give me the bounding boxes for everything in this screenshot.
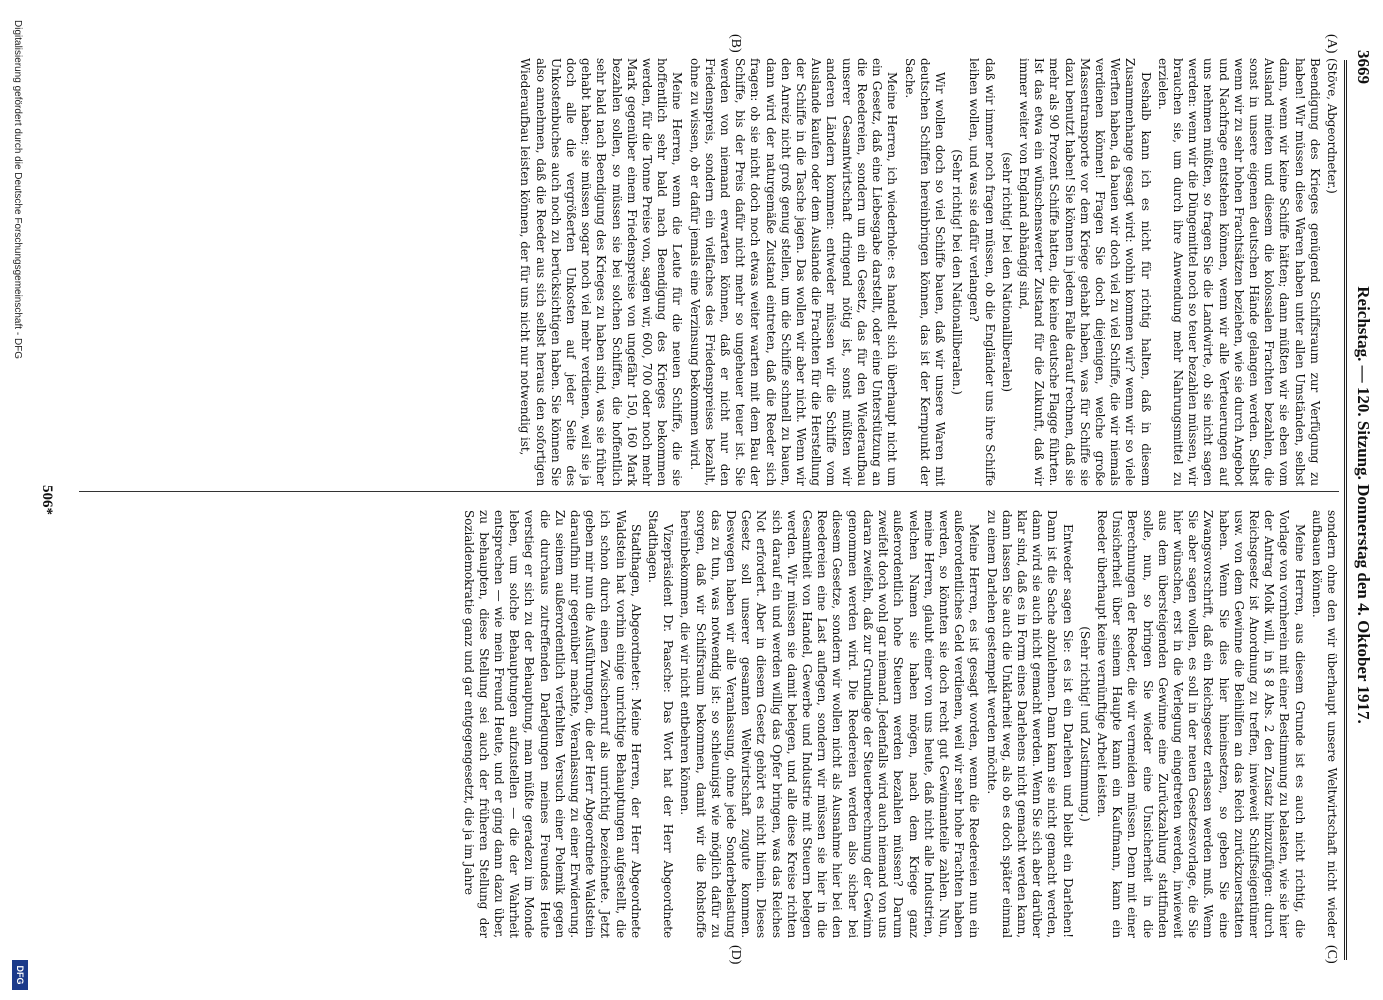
paragraph: (Sehr richtig! bei den Nationalliberalen.) — [950, 149, 965, 395]
paragraph: Meine Herren, ich wiederhole: es handelt sich überhaupt nicht um ein Gesetz, daß eine Liebesgabe darstellt, oder eine Unterstützung an die Reedereien, sondern um ein Gesetz, das für den Wiederaufbau unserer Gesamtwirtschaft dringend nötig ist, sonst müßten wir anderen Ländern kommen: entweder müssen wir die Schiffe vom Auslande kaufen oder dem Auslande die Frachten für die Herstellung der Schiffe in die Tasche jagen. Das wollen wir aber nicht. Wenn wir den Anreiz nicht groß genug stellen, um die Schiffe schnell zu bauen, dann wird der naturgemäße Zustand eintreten, daß die Reeder sich fragen: ob sie nicht doch noch etwas weiter warten mit dem Bau der Schiffe, bis der Preis dafür nicht mehr so ungeheuer teuer ist. Sie werden von niemand erwarten können, daß er nicht nur den Friedenspreis, sondern ein vielfaches des Friedenspreises bezahlt, ohne zu wissen, ob er dafür jemals eine Verzinsung bekommen wird. — [687, 58, 900, 486]
paragraph: Vizepräsident Dr. Paasche: Das Wort hat der Herr Abgeordnete Stadthagen. — [646, 510, 676, 938]
paragraph: sondern ohne den wir überhaupt unsere Weltwirtschaft nicht wieder aufbauen können. — [1309, 510, 1339, 938]
column-divider — [79, 491, 1339, 492]
header-rule — [1344, 60, 1347, 960]
paragraph: (Stöve, Abgeordneter.) — [1325, 58, 1339, 194]
margin-marker-d: (D) — [728, 945, 743, 965]
right-column — [79, 510, 1339, 938]
paragraph: Meine Herren, es ist gesagt worden, wenn die Reedereien nun ein außerordentliches Geld verdienen, weil wir sehr hohe Frachten haben werden, so könnten sie doch recht gut Gewinnanteile zahlen. Nun, meine Herren, glaubt einer von uns heute, daß nicht alle Industrien, welchen Namen sie haben mögen, nach dem Kriege ganz außerordentlich hohe Steuern werden bezahlen müssen? Darum zweifelt doch wohl gar niemand. Jedenfalls wird auch niemand von uns daran zweifeln, daß zur Grundlage der Steuerberechnung der Gewinn genommen werden wird. Die Reedereien werden also sicher bei diesem Gesetze, sondern wir wollen nicht als Ausnahme hier bei den Reedereien eine Last auflegen, sondern wir müssen sie hier in die Gesamtheit von Handel, Gewerbe und Industrie mit Steuern belegen werden. Wir müssen sie damit belegen, und alle diese Kreise richten sich darauf ein und werden willig das Opfer bringen, was das Reiches Not erfordert. Aber in diesem Gesetz gehört es nicht hinein. Dieses Gesetz soll unserer gesamten Weltwirtschaft zugute kommen. Deswegen haben wir alle Veranlassung, ohne jede Sonderbelastung das zu tun, was notwendig ist: so schleunigst wie möglich dafür zu sorgen, daß wir Schiffsraum bekommen, damit wir die Rohstoffe hereinbekommen, die wir nicht entbehren können. — [678, 510, 982, 938]
page-signature: 506* — [39, 485, 55, 515]
paragraph: daß wir immer noch fragen müssen, ob die Engländer uns ihre Schiffe leihen wollen, und was sie dafür verlangen? — [967, 58, 997, 486]
paragraph: Deshalb kann ich es nicht für richtig halten, daß in diesem Zusammenhange gesagt wird: wohin kommen wir? wenn wir so viele Werften haben, da bauen wir doch viel zu viel Schiffe, die wir niemals verdienen können! Fragen Sie doch diejenigen, welche große Massentransporte vor dem Kriege gehabt haben, was für Schiffe sie dazu benutzt haben! Sie können in jedem Falle darauf rechnen, daß sie mehr als 90 Prozent Schiffe hatten, die keine deutsche Flagge führten. Ist das etwa ein wünschenswerter Zustand für die Zukunft, daß wir immer weiter von England abhängig sind, — [1016, 58, 1153, 486]
page-number: 3669 — [1354, 50, 1373, 84]
digitization-note: Digitalisierung gefördert durch die Deutsche Forschungsgemeinschaft - DFG — [12, 20, 23, 360]
paragraph: Entweder sagen Sie: es ist ein Darlehen und bleibt ein Darlehen! Dann ist die Sache abzulehnen. Dann kann sie nicht gemacht werden, dann wird sie auch nicht gemacht werden. Wenn Sie sich aber darüber klar sind, daß es in Form eines Darlehens nicht gemacht werden kann, dann lassen Sie auch die Unklarheit weg, als ob es doch später einmal zu einem Darlehen gestempelt werden möchte. — [984, 510, 1075, 938]
margin-marker-c: (C) — [1324, 945, 1339, 964]
dfg-logo: DFG — [12, 960, 28, 990]
running-title: Reichstag. — 120. Sitzung. Donnerstag den 4. Oktober 1917. — [1354, 286, 1373, 724]
margin-marker-b: (B) — [728, 34, 743, 53]
left-column — [79, 58, 1339, 486]
paragraph: Meine Herren, aus diesem Grunde ist es auch nicht richtig, die Vorlage von vornherein mit einer Bestimmung zu belasten, wie sie hier der Antrag Molk will, in § 8 Abs. 2 den Zusatz hinzuzufügen: durch Reichsgesetz ist Anordnung zu treffen, inwieweit Schiffseigentümer usw. von dem Gewinne die Beihilfen an das Reich zurückzuerstatten haben. Wenn Sie dies hier hineinsetzen, so geben Sie eine Zwangsvorschrift, daß ein Reichsgesetz erlassen werden muß. Wenn Sie aber sagen wollen, es soll in der neuen Gesetzesvorlage, die Sie hier wünschen, erst in die Verlegung eingetreten werden, inwieweit aus dem übersteigenden Gewinne eine Zurückzahlung stattfinden solle, nun, so bringen Sie wieder eine Unsicherheit in die Berechnungen der Reeder, die wir vermeiden müssen. Denn mit einer Unsicherheit über seinem Haupte kann ein Kaufmann, kann ein Reeder überhaupt keine vernünftige Arbeit leisten. — [1094, 510, 1307, 938]
paragraph: (sehr richtig! bei den Nationalliberalen) — [999, 152, 1014, 392]
paragraph: Stadthagen, Abgeordneter: Meine Herren, der Herr Abgeordnete Waldstein hat vorhin einige unrichtige Behauptungen aufgestellt, die ich schon durch einen Zwischenruf als unrichtig bezeichnete. Jetzt geben mir nun die Ausführungen, die der Herr Abgeordnete Waldstein daraufhin mir gegenüber machte, Veranlassung zu einer Erwiderung. Zu seinem außerordentlich verfehlten Versuch einer Polemik gegen die durchaus zutreffenden Darlegungen meines Freundes Heute verstieg er sich zu der Behauptung, man müßte geradezu im Monde leben, um solche Behauptungen aufzustellen — die der Wahrheit entsprechen — wie mein Freund Heute, und er ging dann dazu über, zu behaupten, diese Stellung sei auch der früheren Stellung der Sozialdemokratie ganz und gar entgegengesetzt, die ja im Jahre — [461, 510, 643, 938]
paragraph: (Sehr richtig! und Zustimmung.) — [1077, 626, 1092, 822]
paragraph: Beendigung des Krieges genügend Schiffsraum zur Verfügung zu haben! Wir müssen diese Waren haben unter allen Umständen, selbst dann, wenn wir keine Schiffe hätten; dann müßten wir sie eben vom Ausland mieten und diesem die kolossalen Frachten bezahlen, die sonst in unsere eigenen deutschen Hände gelangen werden. Selbst wenn wir zu sehr hohen Frachtsätzen beziehen, wie sie durch Angebot und Nachfrage entstehen können, wenn wir alle Verteuerungen auf uns nehmen müßten, so fragen Sie die Landwirte, ob sie nicht sagen werden: wenn wir die Düngemittel noch so teuer bezahlen müssen, wir brauchen sie, um durch ihre Anwendung mehr Nahrungsmittel zu erzielen. — [1155, 58, 1322, 486]
paragraph: Meine Herren, wenn die Leute für die neuen Schiffe, die sie hoffentlich sehr bald nach Beendigung des Krieges bekommen werden, für die Tonne Preise von, sagen wir, 600, 700 oder noch mehr Mark gegenüber einem Friedenspreise von ungefähr 150, 160 Mark bezahlen sollen, so müssen sie bei solchen Schiffen, die hoffentlich sehr bald nach Beendigung des Krieges zu haben sind, was sie früher gehabt haben; sie müssen sogar noch viel mehr verdienen, weil sie ja doch alle die vergrößerten Unkosten auf jeder Seite des Unkostenbuches auch noch zu berücksichtigen haben. Sie können Sie also annehmen, daß die Reeder aus sich selbst heraus den sofortigen Wiederaufbau leisten können, der für uns nicht nur notwendig ist, — [518, 58, 685, 486]
paragraph: Wir wollen doch so viel Schiffe bauen, daß wir unsere Waren mit deutschen Schiffen hereinbringen können, das ist der Kernpunkt der Sache. — [902, 58, 947, 486]
margin-marker-a: (A) — [1324, 34, 1339, 54]
page-header — [1349, 50, 1373, 960]
